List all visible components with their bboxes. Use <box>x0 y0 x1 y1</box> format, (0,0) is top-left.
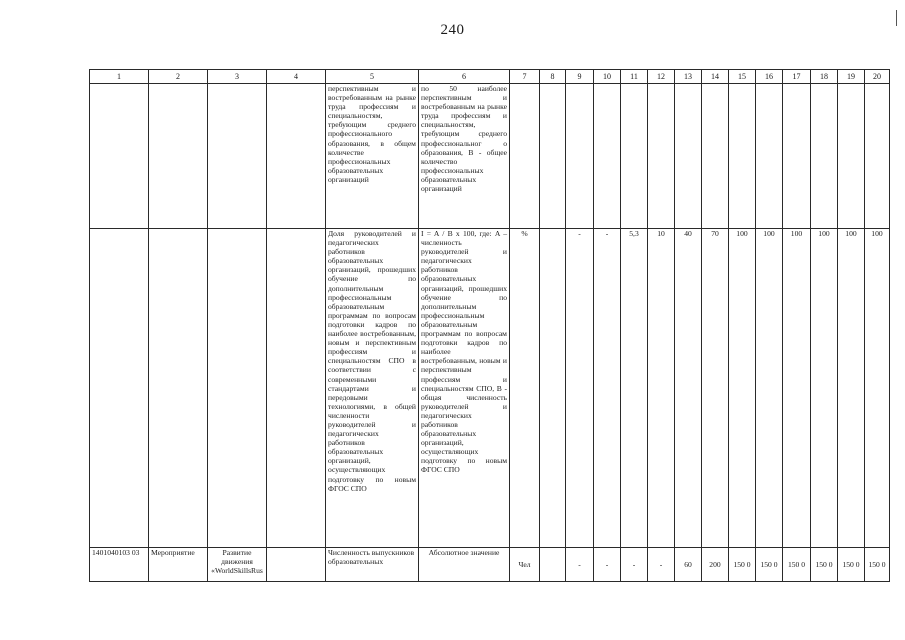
cell-name: Развитие движения «WorldSkillsRus <box>208 548 267 582</box>
cell-col4 <box>267 229 326 548</box>
cell-name <box>208 84 267 229</box>
cell-type: Мероприятие <box>149 548 208 582</box>
cell-value <box>540 84 566 229</box>
cell-type <box>149 229 208 548</box>
cell-value <box>838 84 865 229</box>
column-header: 16 <box>756 70 783 84</box>
column-header: 20 <box>865 70 890 84</box>
cell-value: 150 0 <box>838 548 865 582</box>
column-header: 6 <box>419 70 510 84</box>
column-header: 14 <box>702 70 729 84</box>
column-header: 2 <box>149 70 208 84</box>
cell-value <box>594 84 621 229</box>
cell-value <box>865 84 890 229</box>
column-header: 9 <box>566 70 594 84</box>
column-header: 8 <box>540 70 566 84</box>
cell-value <box>648 84 675 229</box>
column-number-row <box>90 70 890 84</box>
cell-code <box>90 229 149 548</box>
column-header: 19 <box>838 70 865 84</box>
cell-type <box>149 84 208 229</box>
column-header: 15 <box>729 70 756 84</box>
cell-value: 40 <box>675 229 702 548</box>
cell-value: - <box>648 548 675 582</box>
cell-value: - <box>594 229 621 548</box>
column-header: 12 <box>648 70 675 84</box>
cell-name <box>208 229 267 548</box>
column-header: 10 <box>594 70 621 84</box>
cell-value: 100 <box>865 229 890 548</box>
cell-value <box>540 548 566 582</box>
cell-col4 <box>267 548 326 582</box>
cell-code: 1401040103 03 <box>90 548 149 582</box>
column-header: 18 <box>811 70 838 84</box>
cell-value: - <box>566 229 594 548</box>
cell-value: 100 <box>756 229 783 548</box>
cell-unit: % <box>510 229 540 548</box>
column-header: 5 <box>326 70 419 84</box>
cell-value: 100 <box>729 229 756 548</box>
cell-formula: Абсолютное значение <box>419 548 510 582</box>
cell-value <box>729 84 756 229</box>
cell-value: 100 <box>783 229 811 548</box>
cell-indicator: перспективным и востребованным на рынке труда профессиям и специальностям, требующим среднего профессионального образования, в общем количестве профессиональных образовательных организаций <box>326 84 419 229</box>
cell-indicator: Доля руководителей и педагогических работников образовательных организаций, прошедших обучение по дополнительным профессиональным образовательным программам по вопросам подготовки кадров по наиболее востребованным, новым и перспективным профессиям и специальностям СПО в соответствии с современными стандартами и передовыми технологиями, в общей численности руководителей и педагогических работников образовательных организаций, осуществляющих подготовку по новым ФГОС СПО <box>326 229 419 548</box>
column-header: 13 <box>675 70 702 84</box>
cell-value <box>540 229 566 548</box>
table-row <box>90 84 890 229</box>
column-header: 7 <box>510 70 540 84</box>
cell-value <box>783 84 811 229</box>
cell-value: 150 0 <box>865 548 890 582</box>
cell-value: - <box>566 548 594 582</box>
indicator-table <box>89 69 890 582</box>
cell-value: 150 0 <box>756 548 783 582</box>
cell-value: 150 0 <box>783 548 811 582</box>
cell-value: 150 0 <box>729 548 756 582</box>
cell-unit: Чел <box>510 548 540 582</box>
cell-value: - <box>621 548 648 582</box>
cell-value: 10 <box>648 229 675 548</box>
cell-formula: I = A / B x 100, где: A – численность руководителей и педагогических работников образовательных организаций, прошедших обучение по дополнительным профессиональным образовательным программам по вопросам подготовки кадров по наиболее востребованным, новым и перспективным профессиям и специальностям СПО, В - общая численность руководителей и педагогических работников образовательных организаций, осуществляющих подготовку по новым ФГОС СПО <box>419 229 510 548</box>
cell-value: 70 <box>702 229 729 548</box>
cell-formula: по 50 наиболее перспективным и востребованным на рынке труда профессиям и специальностям, требующим среднего профессиональног о образования, В - общее количество профессиональных образовательных организаций <box>419 84 510 229</box>
cell-indicator: Численность выпускников образовательных <box>326 548 419 582</box>
column-header: 3 <box>208 70 267 84</box>
cell-value: - <box>594 548 621 582</box>
cell-value: 100 <box>811 229 838 548</box>
column-header: 11 <box>621 70 648 84</box>
cell-value: 100 <box>838 229 865 548</box>
column-header: 4 <box>267 70 326 84</box>
column-header: 17 <box>783 70 811 84</box>
margin-mark <box>896 10 897 26</box>
cell-value <box>621 84 648 229</box>
column-header: 1 <box>90 70 149 84</box>
cell-unit <box>510 84 540 229</box>
cell-code <box>90 84 149 229</box>
cell-value: 150 0 <box>811 548 838 582</box>
cell-value <box>566 84 594 229</box>
cell-value: 60 <box>675 548 702 582</box>
page-number: 240 <box>440 22 465 38</box>
table-row <box>90 548 890 582</box>
cell-col4 <box>267 84 326 229</box>
cell-value <box>756 84 783 229</box>
cell-value <box>811 84 838 229</box>
cell-value: 200 <box>702 548 729 582</box>
table-row <box>90 229 890 548</box>
cell-value <box>675 84 702 229</box>
cell-value <box>702 84 729 229</box>
cell-value: 5,3 <box>621 229 648 548</box>
